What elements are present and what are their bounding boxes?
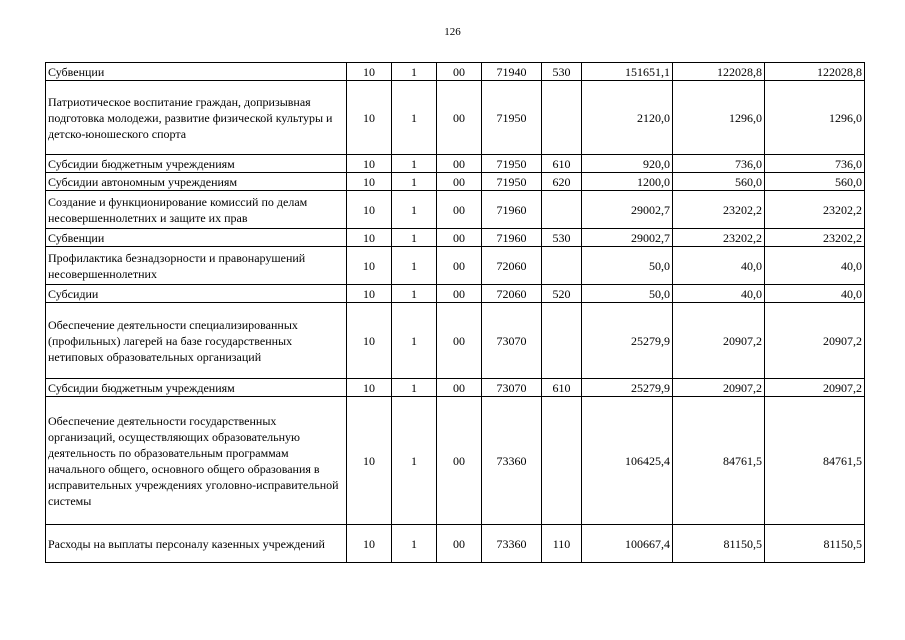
amount-2: 122028,8 [673, 63, 765, 81]
table-row [46, 379, 865, 397]
amount-3: 23202,2 [765, 229, 865, 247]
subsection-code: 1 [392, 285, 437, 303]
subsection-code: 1 [392, 173, 437, 191]
amount-3: 23202,2 [765, 191, 865, 229]
expense-type-code [542, 397, 582, 525]
expense-type-code [542, 247, 582, 285]
expense-type-code: 530 [542, 63, 582, 81]
section-code: 10 [347, 63, 392, 81]
program-code: 00 [437, 285, 482, 303]
row-name: Субсидии бюджетным учреждениям [46, 155, 347, 173]
target-code: 73070 [482, 379, 542, 397]
amount-3: 40,0 [765, 247, 865, 285]
amount-3: 20907,2 [765, 303, 865, 379]
section-code: 10 [347, 81, 392, 155]
target-code: 73070 [482, 303, 542, 379]
amount-2: 560,0 [673, 173, 765, 191]
program-code: 00 [437, 63, 482, 81]
target-code: 71950 [482, 81, 542, 155]
row-name: Создание и функционирование комиссий по делам несовершеннолетних и защите их прав [46, 191, 347, 229]
subsection-code: 1 [392, 81, 437, 155]
amount-3: 560,0 [765, 173, 865, 191]
expense-type-code [542, 191, 582, 229]
table-row [46, 81, 865, 155]
table-row [46, 191, 865, 229]
target-code: 71960 [482, 229, 542, 247]
expense-type-code: 610 [542, 155, 582, 173]
target-code: 73360 [482, 397, 542, 525]
row-name: Субвенции [46, 63, 347, 81]
amount-3: 20907,2 [765, 379, 865, 397]
section-code: 10 [347, 397, 392, 525]
program-code: 00 [437, 173, 482, 191]
amount-2: 1296,0 [673, 81, 765, 155]
amount-1: 29002,7 [582, 191, 673, 229]
section-code: 10 [347, 155, 392, 173]
amount-1: 106425,4 [582, 397, 673, 525]
program-code: 00 [437, 379, 482, 397]
section-code: 10 [347, 303, 392, 379]
amount-2: 736,0 [673, 155, 765, 173]
table-row [46, 525, 865, 563]
target-code: 71960 [482, 191, 542, 229]
table-row [46, 173, 865, 191]
amount-1: 50,0 [582, 285, 673, 303]
target-code: 71950 [482, 173, 542, 191]
row-name: Субсидии [46, 285, 347, 303]
expense-type-code: 520 [542, 285, 582, 303]
subsection-code: 1 [392, 155, 437, 173]
subsection-code: 1 [392, 247, 437, 285]
expense-type-code: 530 [542, 229, 582, 247]
section-code: 10 [347, 525, 392, 563]
amount-2: 20907,2 [673, 379, 765, 397]
target-code: 71950 [482, 155, 542, 173]
amount-2: 40,0 [673, 285, 765, 303]
amount-1: 1200,0 [582, 173, 673, 191]
subsection-code: 1 [392, 525, 437, 563]
amount-2: 23202,2 [673, 229, 765, 247]
row-name: Субвенции [46, 229, 347, 247]
expense-type-code: 110 [542, 525, 582, 563]
page-number: 126 [444, 26, 461, 38]
section-code: 10 [347, 379, 392, 397]
subsection-code: 1 [392, 229, 437, 247]
budget-table [45, 62, 865, 563]
expense-type-code: 610 [542, 379, 582, 397]
program-code: 00 [437, 229, 482, 247]
amount-2: 81150,5 [673, 525, 765, 563]
program-code: 00 [437, 155, 482, 173]
program-code: 00 [437, 81, 482, 155]
subsection-code: 1 [392, 191, 437, 229]
program-code: 00 [437, 397, 482, 525]
subsection-code: 1 [392, 379, 437, 397]
target-code: 72060 [482, 247, 542, 285]
target-code: 72060 [482, 285, 542, 303]
amount-1: 50,0 [582, 247, 673, 285]
row-name: Обеспечение деятельности государственных организаций, осуществляющих образовательную деятельность по образовательным программам начального общего, основного общего образования в исправительных учреждениях уголовно-исправительной системы [46, 397, 347, 525]
row-name: Субсидии автономным учреждениям [46, 173, 347, 191]
table-row [46, 155, 865, 173]
subsection-code: 1 [392, 63, 437, 81]
amount-1: 25279,9 [582, 379, 673, 397]
amount-3: 122028,8 [765, 63, 865, 81]
section-code: 10 [347, 191, 392, 229]
amount-3: 81150,5 [765, 525, 865, 563]
amount-1: 151651,1 [582, 63, 673, 81]
subsection-code: 1 [392, 397, 437, 525]
amount-2: 84761,5 [673, 397, 765, 525]
row-name: Профилактика безнадзорности и правонарушений несовершеннолетних [46, 247, 347, 285]
target-code: 71940 [482, 63, 542, 81]
target-code: 73360 [482, 525, 542, 563]
program-code: 00 [437, 525, 482, 563]
amount-3: 84761,5 [765, 397, 865, 525]
amount-2: 23202,2 [673, 191, 765, 229]
amount-2: 40,0 [673, 247, 765, 285]
row-name: Расходы на выплаты персоналу казенных учреждений [46, 525, 347, 563]
section-code: 10 [347, 229, 392, 247]
row-name: Обеспечение деятельности специализированных (профильных) лагерей на базе государственных нетиповых образовательных организаций [46, 303, 347, 379]
program-code: 00 [437, 303, 482, 379]
program-code: 00 [437, 247, 482, 285]
amount-1: 29002,7 [582, 229, 673, 247]
amount-1: 2120,0 [582, 81, 673, 155]
table-row [46, 229, 865, 247]
amount-1: 920,0 [582, 155, 673, 173]
expense-type-code [542, 303, 582, 379]
program-code: 00 [437, 191, 482, 229]
expense-type-code [542, 81, 582, 155]
section-code: 10 [347, 173, 392, 191]
table-row [46, 247, 865, 285]
amount-2: 20907,2 [673, 303, 765, 379]
amount-1: 25279,9 [582, 303, 673, 379]
table-row [46, 285, 865, 303]
table-row [46, 303, 865, 379]
amount-3: 1296,0 [765, 81, 865, 155]
table-row [46, 397, 865, 525]
expense-type-code: 620 [542, 173, 582, 191]
amount-1: 100667,4 [582, 525, 673, 563]
section-code: 10 [347, 285, 392, 303]
row-name: Патриотическое воспитание граждан, допризывная подготовка молодежи, развитие физической культуры и детско-юношеского спорта [46, 81, 347, 155]
amount-3: 40,0 [765, 285, 865, 303]
section-code: 10 [347, 247, 392, 285]
subsection-code: 1 [392, 303, 437, 379]
row-name: Субсидии бюджетным учреждениям [46, 379, 347, 397]
amount-3: 736,0 [765, 155, 865, 173]
table-row [46, 63, 865, 81]
